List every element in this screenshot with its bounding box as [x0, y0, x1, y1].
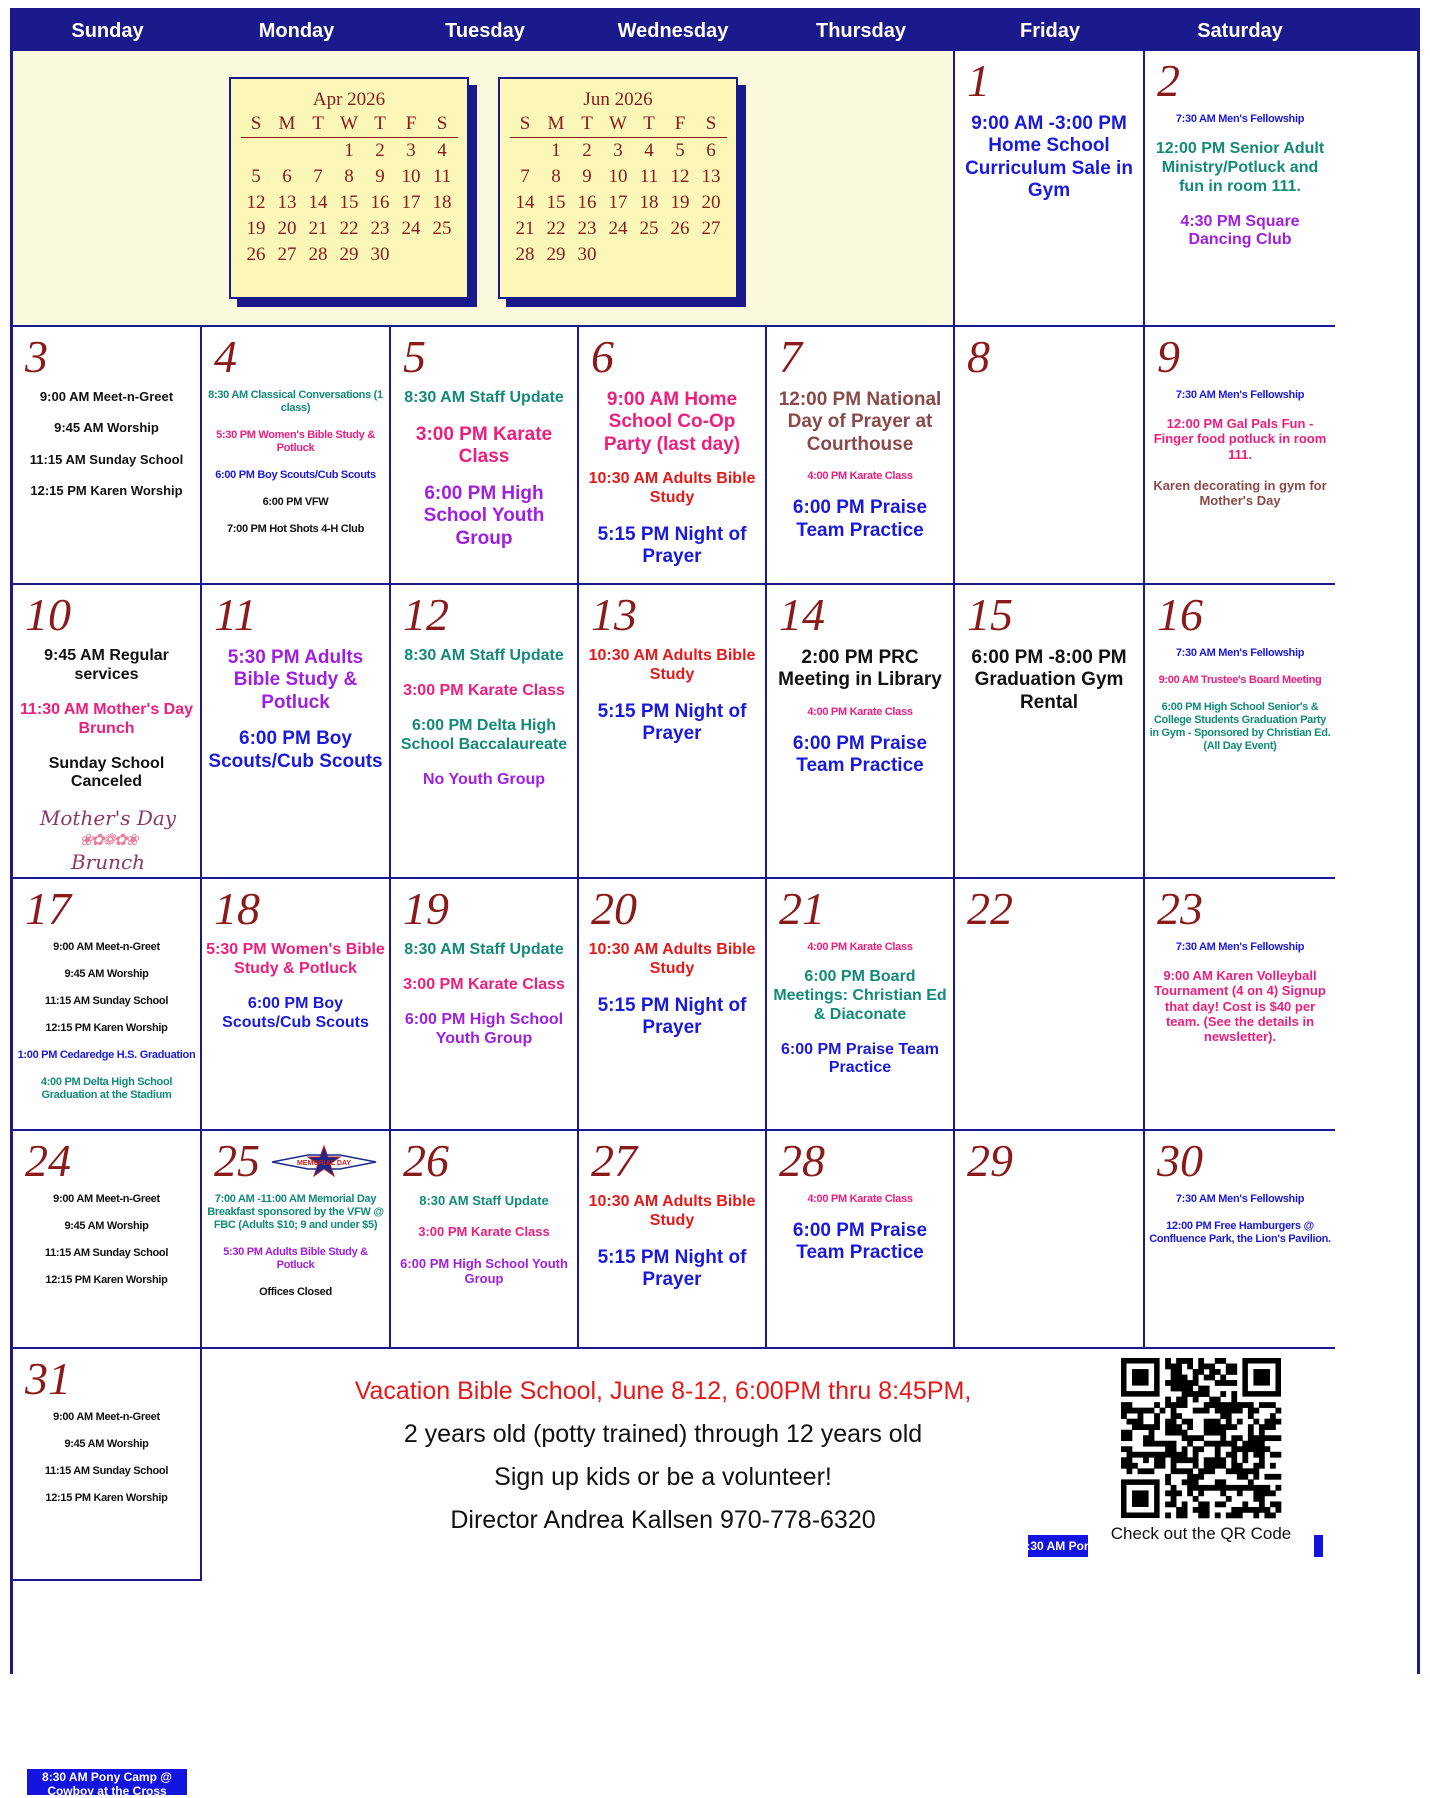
- event[interactable]: 9:00 AM Karen Volleyball Tournament (4 on 4) Signup that day! Cost is $40 per team. (See the details in newsletter).: [1154, 967, 1326, 1045]
- art-line: Brunch: [70, 850, 146, 874]
- mini-date: 8: [551, 166, 561, 187]
- event[interactable]: 6:00 PM Delta High School Baccalaureate: [400, 716, 568, 753]
- event[interactable]: 7:30 AM Men's Fellowship: [1175, 113, 1305, 125]
- event[interactable]: 4:30 PM Square Dancing Club: [1180, 212, 1300, 249]
- event[interactable]: 12:15 PM Karen Worship: [45, 1273, 168, 1286]
- event[interactable]: 10:30 AM Adults Bible Study: [588, 941, 756, 977]
- mini-date: 1: [344, 140, 354, 161]
- event[interactable]: 10:30 AM Adults Bible Study: [588, 1193, 756, 1229]
- mini-date: 22: [546, 218, 566, 239]
- mini-date: 17: [608, 192, 628, 213]
- mini-date: 19: [670, 192, 690, 213]
- day-number: 16: [1157, 589, 1203, 640]
- day-cell[interactable]: [955, 51, 1145, 327]
- event[interactable]: No Youth Group: [422, 770, 546, 788]
- event[interactable]: 9:00 AM Meet-n-Greet: [39, 389, 174, 404]
- event[interactable]: 9:45 AM Worship: [64, 967, 149, 980]
- mini-date: 5: [251, 166, 261, 187]
- event[interactable]: Offices Closed: [259, 1285, 332, 1298]
- day-number: 26: [403, 1135, 449, 1186]
- mini-weekday: T: [365, 113, 396, 138]
- qr-caption: Check out the QR Code: [1110, 1524, 1292, 1543]
- mini-date: 13: [701, 166, 721, 187]
- flowers-icon: ❀✿❁✿❀: [79, 830, 137, 849]
- day-cell[interactable]: [955, 1131, 1145, 1349]
- mini-date: 11: [432, 166, 452, 187]
- event[interactable]: 9:00 AM Meet-n-Greet: [53, 1193, 160, 1205]
- event[interactable]: 4:00 PM Karate Class: [807, 1193, 913, 1205]
- day-cell[interactable]: [1145, 51, 1335, 327]
- event[interactable]: 12:00 PM Gal Pals Fun - Finger food potluck in room 111.: [1153, 415, 1327, 462]
- event[interactable]: 10:30 AM Adults Bible Study: [588, 647, 756, 683]
- mini-date: [241, 138, 272, 165]
- event[interactable]: 3:00 PM Karate Class: [403, 681, 565, 699]
- day-number: 3: [25, 331, 48, 382]
- event[interactable]: 5:30 PM Women's Bible Study & Potluck: [206, 941, 385, 977]
- mini-calendar-prev: [229, 77, 469, 299]
- weekday-tuesday: Tuesday: [445, 20, 525, 42]
- day-cell[interactable]: [767, 879, 955, 1131]
- event[interactable]: 11:15 AM Sunday School: [44, 994, 169, 1007]
- mini-calendar-next: [498, 77, 738, 299]
- event[interactable]: 4:00 PM Delta High School Graduation at the Stadium: [40, 1075, 173, 1101]
- weekday-sunday: Sunday: [71, 20, 144, 42]
- event[interactable]: 6:00 PM Boy Scouts/Cub Scouts: [222, 994, 369, 1031]
- event[interactable]: 9:45 AM Worship: [64, 1437, 149, 1450]
- event[interactable]: 9:00 AM Home School Co-Op Party (last day): [603, 389, 741, 455]
- mini-date: [603, 242, 634, 268]
- mini-date: [272, 138, 303, 165]
- day-cell[interactable]: [579, 585, 767, 879]
- day-number: 10: [25, 589, 71, 640]
- mini-weekday: S: [510, 113, 541, 138]
- event[interactable]: 2:00 PM PRC Meeting in Library: [778, 647, 942, 691]
- mini-date: [634, 242, 665, 268]
- mini-date: 7: [520, 166, 530, 187]
- event[interactable]: 4:00 PM Karate Class: [807, 705, 913, 718]
- day-cell[interactable]: [13, 1131, 202, 1349]
- day-number: 25: [214, 1135, 260, 1186]
- event[interactable]: 6:00 PM Praise Team Practice: [792, 497, 928, 541]
- day-cell[interactable]: [391, 585, 579, 879]
- vbs-headline: Vacation Bible School, June 8-12, 6:00PM thru 8:45PM,: [354, 1377, 972, 1405]
- mini-calendar-area: [13, 51, 955, 327]
- day-number: 14: [779, 589, 825, 640]
- day-cell[interactable]: [1145, 879, 1335, 1131]
- mini-date: 26: [246, 244, 266, 265]
- mini-date: 9: [375, 166, 385, 187]
- day-cell[interactable]: [202, 327, 391, 585]
- weekday-header: [13, 11, 1417, 51]
- event[interactable]: 7:30 AM Men's Fellowship: [1175, 647, 1305, 659]
- day-number: 30: [1157, 1135, 1203, 1186]
- event[interactable]: 9:00 AM -3:00 PM Home School Curriculum Sale in Gym: [965, 113, 1133, 202]
- event[interactable]: 9:00 AM Meet-n-Greet: [53, 1411, 160, 1423]
- mini-date: [696, 242, 727, 268]
- event[interactable]: 6:00 PM High School Youth Group: [423, 482, 545, 549]
- mini-date: 23: [370, 218, 390, 239]
- day-cell[interactable]: [1145, 1131, 1335, 1349]
- event[interactable]: 9:45 AM Worship: [54, 420, 159, 436]
- event[interactable]: 6:00 PM High School Youth Group: [404, 1010, 564, 1047]
- mini-date: 18: [432, 192, 452, 213]
- mini-date: 16: [577, 192, 597, 213]
- mini-date: 12: [670, 166, 690, 187]
- day-number: 6: [591, 331, 614, 382]
- mini-date: 10: [608, 166, 628, 187]
- event[interactable]: 6:00 PM -8:00 PM Graduation Gym Rental: [971, 647, 1127, 713]
- mini-date: 30: [577, 244, 597, 265]
- weekday-thursday: Thursday: [815, 20, 907, 42]
- mini-weekday: S: [241, 113, 272, 138]
- event[interactable]: 12:15 PM Karen Worship: [45, 1021, 168, 1034]
- day-number: 4: [214, 331, 237, 382]
- day-cell[interactable]: [13, 327, 202, 585]
- event[interactable]: 11:30 AM Mother's Day Brunch: [19, 700, 194, 737]
- day-number: 9: [1157, 331, 1180, 382]
- mini-weekday: F: [665, 113, 696, 138]
- mini-date: [665, 242, 696, 268]
- weekday-saturday: Saturday: [1197, 20, 1283, 42]
- mini-date: 4: [437, 140, 447, 161]
- mini-date: 6: [706, 140, 716, 161]
- mini-date: 1: [551, 140, 561, 161]
- weekday-monday: Monday: [258, 20, 335, 42]
- event[interactable]: 6:00 PM High School Youth Group: [400, 1255, 568, 1286]
- event[interactable]: 5:30 PM Adults Bible Study & Potluck: [227, 647, 364, 713]
- event[interactable]: 6:00 PM Praise Team Practice: [780, 1040, 939, 1077]
- day-cell[interactable]: [13, 879, 202, 1131]
- day-cell[interactable]: [955, 327, 1145, 585]
- event[interactable]: 7:00 AM -11:00 AM Memorial Day Breakfast sponsored by the VFW @ FBC (Adults $10; 9 and under $5): [207, 1193, 384, 1231]
- day-number: 2: [1157, 55, 1180, 106]
- day-cell[interactable]: [579, 879, 767, 1131]
- mini-date: 28: [308, 244, 328, 265]
- mini-weekday: W: [603, 113, 634, 138]
- mini-date: 11: [639, 166, 659, 187]
- event[interactable]: 5:15 PM Night of Prayer: [597, 523, 747, 568]
- day-cell[interactable]: [391, 1131, 579, 1349]
- day-number: 1: [967, 55, 990, 106]
- mini-weekday: M: [272, 113, 303, 138]
- mini-date: 20: [277, 218, 297, 239]
- mini-date: 30: [370, 244, 390, 265]
- mini-date: 29: [339, 244, 359, 265]
- day-cell[interactable]: [579, 1131, 767, 1349]
- mini-date: 10: [401, 166, 421, 187]
- event[interactable]: 4:00 PM Karate Class: [807, 941, 913, 953]
- mini-date: 26: [670, 218, 690, 239]
- mini-weekday: F: [396, 113, 427, 138]
- memorial-day-badge: [268, 1145, 380, 1179]
- day-number: 20: [591, 883, 637, 934]
- day-number: 13: [591, 589, 637, 640]
- mini-date: 9: [582, 166, 592, 187]
- day-number: 21: [779, 883, 825, 934]
- mini-date: 2: [582, 140, 592, 161]
- mini-date: 16: [370, 192, 390, 213]
- qr-panel: [1088, 1350, 1314, 1654]
- mini-date: 19: [246, 218, 266, 239]
- day-number: 19: [403, 883, 449, 934]
- day-cell[interactable]: [955, 879, 1145, 1131]
- day-number: 27: [591, 1135, 637, 1186]
- event[interactable]: 6:00 PM Boy Scouts/Cub Scouts: [208, 728, 383, 772]
- day-cell[interactable]: [13, 585, 202, 879]
- day-number: 28: [779, 1135, 825, 1186]
- mini-weekday: W: [334, 113, 365, 138]
- event[interactable]: 7:00 PM Hot Shots 4-H Club: [226, 522, 365, 535]
- event[interactable]: 11:15 AM Sunday School: [44, 1246, 169, 1259]
- day-number: 22: [967, 883, 1013, 934]
- mini-date: 3: [613, 140, 623, 161]
- event[interactable]: 4:00 PM Karate Class: [807, 470, 913, 483]
- badge-text: MEMORIAL DAY: [296, 1160, 352, 1167]
- event[interactable]: 8:30 AM Staff Update: [404, 941, 564, 958]
- mini-date: [427, 242, 458, 268]
- day-number: 23: [1157, 883, 1203, 934]
- mini-date: 7: [313, 166, 323, 187]
- mini-date: 27: [277, 244, 297, 265]
- qr-code-icon[interactable]: [1121, 1358, 1281, 1518]
- mini-date: [303, 138, 334, 165]
- event[interactable]: 10:30 AM Adults Bible Study: [588, 470, 756, 507]
- day-number: 7: [779, 331, 802, 382]
- event[interactable]: 12:15 PM Karen Worship: [30, 482, 183, 498]
- mini-date: 6: [282, 166, 292, 187]
- day-number: 15: [967, 589, 1013, 640]
- day-number: 18: [214, 883, 260, 934]
- mini-date: 21: [515, 218, 535, 239]
- event[interactable]: 5:15 PM Night of Prayer: [597, 1246, 747, 1291]
- event[interactable]: 8:30 AM Classical Conversations (1 class): [208, 389, 383, 414]
- mini-date: 14: [308, 192, 328, 213]
- day-cell[interactable]: [202, 879, 391, 1131]
- mothers-day-brunch-art: [33, 807, 183, 879]
- day-number: 12: [403, 589, 449, 640]
- mini-date: 27: [701, 218, 721, 239]
- mini-date: 24: [401, 218, 421, 239]
- event[interactable]: 6:00 PM Praise Team Practice: [792, 732, 928, 777]
- mini-date: 8: [344, 166, 354, 187]
- event[interactable]: 7:30 AM Men's Fellowship: [1175, 389, 1305, 401]
- event[interactable]: 9:00 AM Trustee's Board Meeting: [1158, 673, 1322, 686]
- mini-calendar-title: Jun 2026: [583, 89, 653, 110]
- mini-date: 14: [515, 192, 535, 213]
- mini-date: 20: [701, 192, 721, 213]
- day-cell[interactable]: [767, 585, 955, 879]
- mini-weekday: T: [303, 113, 334, 138]
- day-cell[interactable]: [391, 327, 579, 585]
- event[interactable]: 6:00 PM Boy Scouts/Cub Scouts: [215, 468, 376, 481]
- event[interactable]: 6:00 PM VFW: [262, 495, 329, 508]
- pony-camp-banner[interactable]: 8:30 AM Pony: [969, 1535, 1323, 1557]
- mini-date: [510, 138, 541, 165]
- event[interactable]: 11:15 AM Sunday School: [29, 451, 184, 467]
- event[interactable]: 8:30 AM Staff Update: [404, 389, 564, 406]
- mini-date: 25: [432, 218, 452, 239]
- mini-date: 3: [406, 140, 416, 161]
- event[interactable]: 3:00 PM Karate Class: [415, 423, 553, 468]
- event[interactable]: 8:30 AM Staff Update: [419, 1193, 549, 1208]
- event[interactable]: 7:30 AM Men's Fellowship: [1175, 941, 1305, 953]
- mini-date: 13: [277, 192, 297, 213]
- event[interactable]: 3:00 PM Karate Class: [418, 1224, 550, 1240]
- event[interactable]: 3:00 PM Karate Class: [403, 975, 565, 993]
- event[interactable]: 6:00 PM Praise Team Practice: [792, 1219, 928, 1264]
- day-number: 17: [25, 883, 71, 934]
- day-number: 29: [967, 1135, 1013, 1186]
- mini-date: 22: [339, 218, 359, 239]
- day-cell[interactable]: [955, 585, 1145, 879]
- event[interactable]: 5:15 PM Night of Prayer: [597, 994, 747, 1039]
- mini-weekday: S: [427, 113, 458, 138]
- day-number: 11: [214, 589, 257, 640]
- event[interactable]: 5:30 PM Adults Bible Study & Potluck: [223, 1245, 368, 1271]
- mini-date: 15: [339, 192, 359, 213]
- event[interactable]: 5:30 PM Women's Bible Study & Potluck: [216, 428, 375, 454]
- day-cell[interactable]: [1145, 585, 1335, 879]
- day-cell[interactable]: [202, 1131, 391, 1349]
- vbs-line: Director Andrea Kallsen 970-778-6320: [450, 1506, 876, 1534]
- mini-date: 25: [639, 218, 659, 239]
- art-line: Mother's Day: [39, 806, 177, 830]
- mini-date: 18: [639, 192, 659, 213]
- mini-date: 12: [246, 192, 266, 213]
- event[interactable]: 9:00 AM Meet-n-Greet: [53, 941, 160, 953]
- mini-date: 23: [577, 218, 597, 239]
- weekday-wednesday: Wednesday: [617, 20, 729, 42]
- day-cell[interactable]: [579, 327, 767, 585]
- vbs-line: Sign up kids or be a volunteer!: [494, 1463, 832, 1491]
- vbs-line: 2 years old (potty trained) through 12 years old: [403, 1420, 923, 1448]
- event[interactable]: 12:00 PM Free Hamburgers @ Confluence Park, the Lion's Pavilion.: [1149, 1219, 1331, 1245]
- weekday-friday: Friday: [1019, 20, 1081, 42]
- day-cell[interactable]: [767, 327, 955, 585]
- mini-weekday: M: [541, 113, 572, 138]
- pony-camp-banner[interactable]: 8:30 AM Pony Camp @ Cowboy at the Cross: [27, 1769, 187, 1795]
- day-cell[interactable]: [13, 1349, 202, 1581]
- mini-date: 2: [375, 140, 385, 161]
- event[interactable]: 8:30 AM Staff Update: [404, 647, 564, 664]
- mini-date: 21: [308, 218, 328, 239]
- mini-date: 28: [515, 244, 535, 265]
- day-number: 31: [25, 1353, 71, 1404]
- day-cell[interactable]: [1145, 327, 1335, 585]
- mini-weekday: S: [696, 113, 727, 138]
- event[interactable]: Karen decorating in gym for Mother's Day: [1153, 477, 1327, 509]
- mini-date: 24: [608, 218, 628, 239]
- event[interactable]: 6:00 PM High School Senior's & College Students Graduation Party in Gym - Sponsored by Christian Ed. (All Day Event): [1149, 700, 1331, 752]
- mini-date: [396, 242, 427, 268]
- event[interactable]: 9:45 AM Worship: [64, 1219, 149, 1232]
- day-cell[interactable]: [767, 1131, 955, 1349]
- event[interactable]: 5:15 PM Night of Prayer: [597, 700, 747, 745]
- mini-date: 17: [401, 192, 421, 213]
- mini-calendar-title: Apr 2026: [312, 89, 386, 110]
- event[interactable]: 12:00 PM National Day of Prayer at Courthouse: [778, 389, 942, 455]
- day-number: 5: [403, 331, 426, 382]
- day-cell[interactable]: [391, 879, 579, 1131]
- event[interactable]: 9:45 AM Regular services: [44, 647, 169, 683]
- event[interactable]: 6:00 PM Board Meetings: Christian Ed & Diaconate: [773, 967, 947, 1023]
- event[interactable]: 11:15 AM Sunday School: [44, 1464, 169, 1477]
- event[interactable]: 12:15 PM Karen Worship: [45, 1491, 168, 1504]
- event[interactable]: Sunday School Canceled: [48, 754, 165, 791]
- mini-weekday: T: [572, 113, 603, 138]
- mini-date: 5: [675, 140, 685, 161]
- event[interactable]: 1:00 PM Cedaredge H.S. Graduation: [17, 1048, 196, 1061]
- mini-date: 15: [546, 192, 566, 213]
- mini-date: 4: [644, 140, 654, 161]
- day-cell[interactable]: [202, 585, 391, 879]
- vbs-announcement: [298, 1355, 1028, 1660]
- day-number: 8: [967, 331, 990, 382]
- event[interactable]: 7:30 AM Men's Fellowship: [1175, 1193, 1305, 1205]
- mini-weekday: T: [634, 113, 665, 138]
- mini-date: 29: [546, 244, 566, 265]
- day-number: 24: [25, 1135, 71, 1186]
- event[interactable]: 12:00 PM Senior Adult Ministry/Potluck and fun in room 111.: [1155, 139, 1325, 195]
